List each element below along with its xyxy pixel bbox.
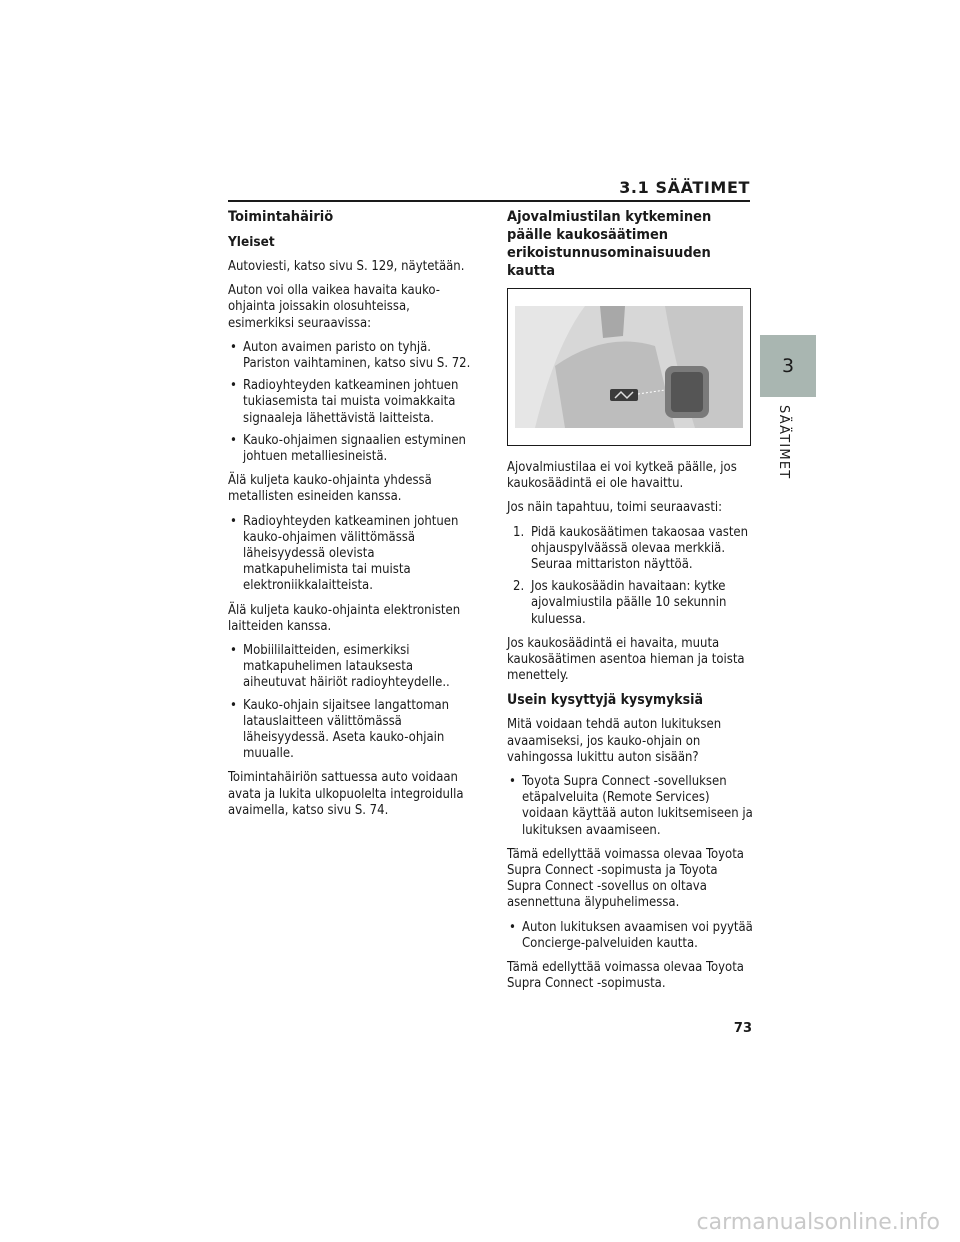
step-item xyxy=(507,579,753,628)
paragraph: Älä kuljeta kauko-ohjainta yhdessä metallisten esineiden kanssa. xyxy=(228,473,432,505)
bullet-list xyxy=(228,514,478,595)
list-item: • Radioyhteyden katkeaminen johtuen kauko-ohjaimen välittömässä läheisyydessä olevista matkapuhelimista tai muista elektroniikkalaitteista. xyxy=(228,514,478,595)
left-column xyxy=(228,208,478,827)
numbered-steps xyxy=(507,525,753,628)
faq-heading: Usein kysyttyjä kysymyksiä xyxy=(507,692,703,709)
list-item: • Kauko-ohjain sijaitsee langattoman latauslaitteen välittömässä läheisyydessä. Aseta kauko-ohjain muualle. xyxy=(228,698,478,763)
list-item: • Kauko-ohjaimen signaalien estyminen johtuen metalliesineistä. xyxy=(228,433,478,465)
page-number: 73 xyxy=(733,1021,752,1036)
step-number: 2. xyxy=(513,579,525,595)
paragraph: Tämä edellyttää voimassa olevaa Toyota Supra Connect -sopimusta. xyxy=(507,960,744,992)
step-number: 1. xyxy=(513,524,525,540)
list-item: • Auton lukituksen avaamisen voi pyytää Concierge-palveluiden kautta. xyxy=(507,920,753,952)
step-text: Jos kaukosäädin havaitaan: kytke ajovalmiustila päälle 10 sekunnin kuluessa. xyxy=(531,579,727,627)
chapter-side-label: SÄÄTIMET xyxy=(776,405,791,480)
step-text: Pidä kaukosäätimen takaosaa vasten ohjauspylväässä olevaa merkkiä. Seuraa mittariston näyttöä. xyxy=(531,524,749,573)
paragraph: Toimintahäiriön sattuessa auto voidaan avata ja lukita ulkopuolelta integroidulla avaimella, katso sivu S. 74. xyxy=(228,770,464,818)
paragraph: Tämä edellyttää voimassa olevaa Toyota Supra Connect -sopimusta ja Toyota Supra Connect -sovellus on oltava asennettuna älypuhelimessa. xyxy=(507,846,744,911)
paragraph: Mitä voidaan tehdä auton lukituksen avaamiseksi, jos kauko-ohjain on vahingossa lukittu auton sisään? xyxy=(507,717,722,765)
bullet-list xyxy=(228,340,478,465)
list-item: • Mobiililaitteiden, esimerkiksi matkapuhelimen latauksesta aiheutuvat häiriöt radioyhteydelle.. xyxy=(228,643,478,692)
paragraph: Auton voi olla vaikea havaita kauko-ohjainta joissakin olosuhteissa, esimerkiksi seuraavissa: xyxy=(228,283,440,331)
bullet-list xyxy=(507,774,753,839)
paragraph: Ajovalmiustilaa ei voi kytkeä päälle, jos kaukosäädintä ei ole havaittu. xyxy=(507,460,737,492)
steering-column-illustration xyxy=(515,306,743,428)
section-header-title: 3.1 SÄÄTIMET xyxy=(619,178,750,197)
bullet-list xyxy=(228,643,478,762)
header-rule xyxy=(228,200,750,202)
general-subheading: Yleiset xyxy=(228,234,275,250)
paragraph: Älä kuljeta kauko-ohjainta elektronisten laitteiden kanssa. xyxy=(228,602,461,634)
list-item: • Auton avaimen paristo on tyhjä. Pariston vaihtaminen, katso sivu S. 72. xyxy=(228,340,478,372)
step-item xyxy=(507,525,753,574)
chapter-tab xyxy=(760,335,816,397)
paragraph: Autoviesti, katso sivu S. 129, näytetään. xyxy=(228,259,465,274)
steering-column-figure xyxy=(507,288,751,446)
malfunction-heading: Toimintahäiriö xyxy=(228,209,334,225)
drive-mode-heading: Ajovalmiustilan kytkeminen päälle kaukosäätimen erikoistunnusominaisuuden kautta xyxy=(507,209,712,279)
list-item: • Radioyhteyden katkeaminen johtuen tukiasemista tai muista voimakkaita signaaleja lähettävistä laitteista. xyxy=(228,378,478,427)
paragraph: Jos kaukosäädintä ei havaita, muuta kaukosäätimen asentoa hieman ja toista menettely. xyxy=(507,635,745,684)
chapter-number: 3 xyxy=(781,355,795,377)
watermark: carmanualsonline.info xyxy=(696,1210,940,1235)
right-column xyxy=(507,208,753,1000)
list-item: • Toyota Supra Connect -sovelluksen etäpalveluita (Remote Services) voidaan käyttää auton lukitsemiseen ja lukituksen avaamiseen. xyxy=(507,774,753,839)
bullet-list xyxy=(507,920,753,952)
paragraph: Jos näin tapahtuu, toimi seuraavasti: xyxy=(507,500,723,516)
